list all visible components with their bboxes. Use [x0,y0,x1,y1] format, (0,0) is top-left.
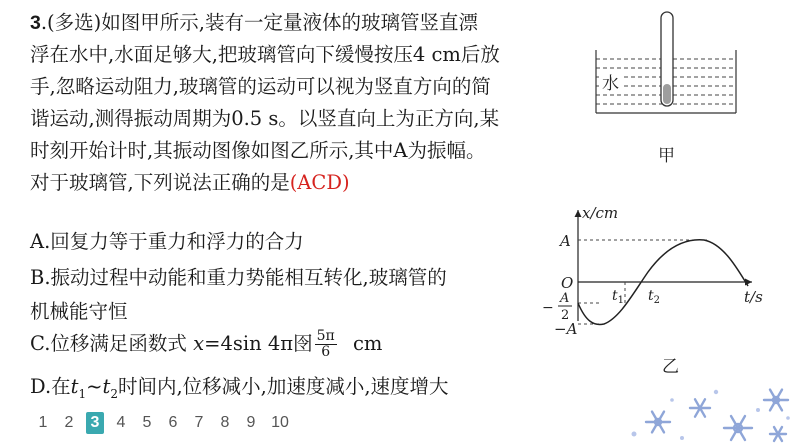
page-5[interactable]: 5 [142,414,152,431]
page-3-active[interactable]: 3 [86,412,104,434]
page-8[interactable]: 8 [220,414,230,431]
question-line-2: 浮在水中,水面足够大,把玻璃管向下缓慢按压4 cm后放 [30,43,500,66]
snowflake-decoration [612,382,794,447]
question-number: 3 [30,12,41,34]
page-9[interactable]: 9 [246,414,256,431]
amplitude-label: A [560,232,571,250]
question-line-3: 手,忽略运动阻力,玻璃管的运动可以视为竖直方向的简 [30,75,491,98]
option-a: A.回复力等于重力和浮力的合力 [30,230,304,253]
fraction: $\frac{5\pi}{6}$ [316,328,335,360]
option-c: C.位移满足函数式 x=4sin 4π囹 $\frac{5\pi}{6}$ cm [30,328,383,360]
page-6[interactable]: 6 [168,414,178,431]
snowflake-icon [724,416,752,440]
snowflake-icon [764,390,788,411]
y-axis-label: x/cm [582,204,619,222]
t2-label: $t_2$ [648,288,661,306]
question-line-6: 对于玻璃管,下列说法正确的是(ACD) [30,171,350,194]
page-1[interactable]: 1 [38,414,48,431]
option-d: D.在$t_1\sim t_2$时间内,位移减小,加速度减小,速度增大 [30,375,449,401]
question-line-5: 时刻开始计时,其振动图像如图乙所示,其中A为振幅。 [30,139,486,162]
half-amp-den: 2 [561,308,570,323]
option-b-line-1: B.振动过程中动能和重力势能相互转化,玻璃管的 [30,266,447,289]
half-amp-num: A [560,291,570,306]
page-7[interactable]: 7 [194,414,204,431]
water-label: 水 [602,74,619,94]
option-b-line-2: 机械能守恒 [30,300,128,323]
page-4[interactable]: 4 [116,414,126,431]
question-line-1: 3.(多选)如图甲所示,装有一定量液体的玻璃管竖直漂 [30,11,478,34]
snowflake-icon [646,412,670,433]
neg-amplitude-label: −A [554,320,578,338]
answer-text: (ACD) [289,171,350,194]
garbled-symbol: 囹 [293,332,313,355]
snowflake-icon [770,427,786,441]
origin-label: O [561,274,574,292]
figure-yi [538,196,794,396]
t1-label: $t_1$ [612,288,625,306]
figure-jia-caption: 甲 [658,146,675,166]
question-pager [34,411,292,435]
page-2[interactable]: 2 [64,414,74,431]
figure-jia [590,10,740,180]
page-10[interactable]: 10 [271,414,289,431]
figure-yi-caption: 乙 [662,357,679,377]
half-neg-sign: − [542,300,554,316]
glass-tube [661,12,673,106]
question-line-4: 谐运动,测得振动周期为0.5 s。以竖直向上为正方向,某 [30,107,500,130]
snowflake-icon [690,399,710,416]
x-axis-label: t/s [744,288,763,306]
